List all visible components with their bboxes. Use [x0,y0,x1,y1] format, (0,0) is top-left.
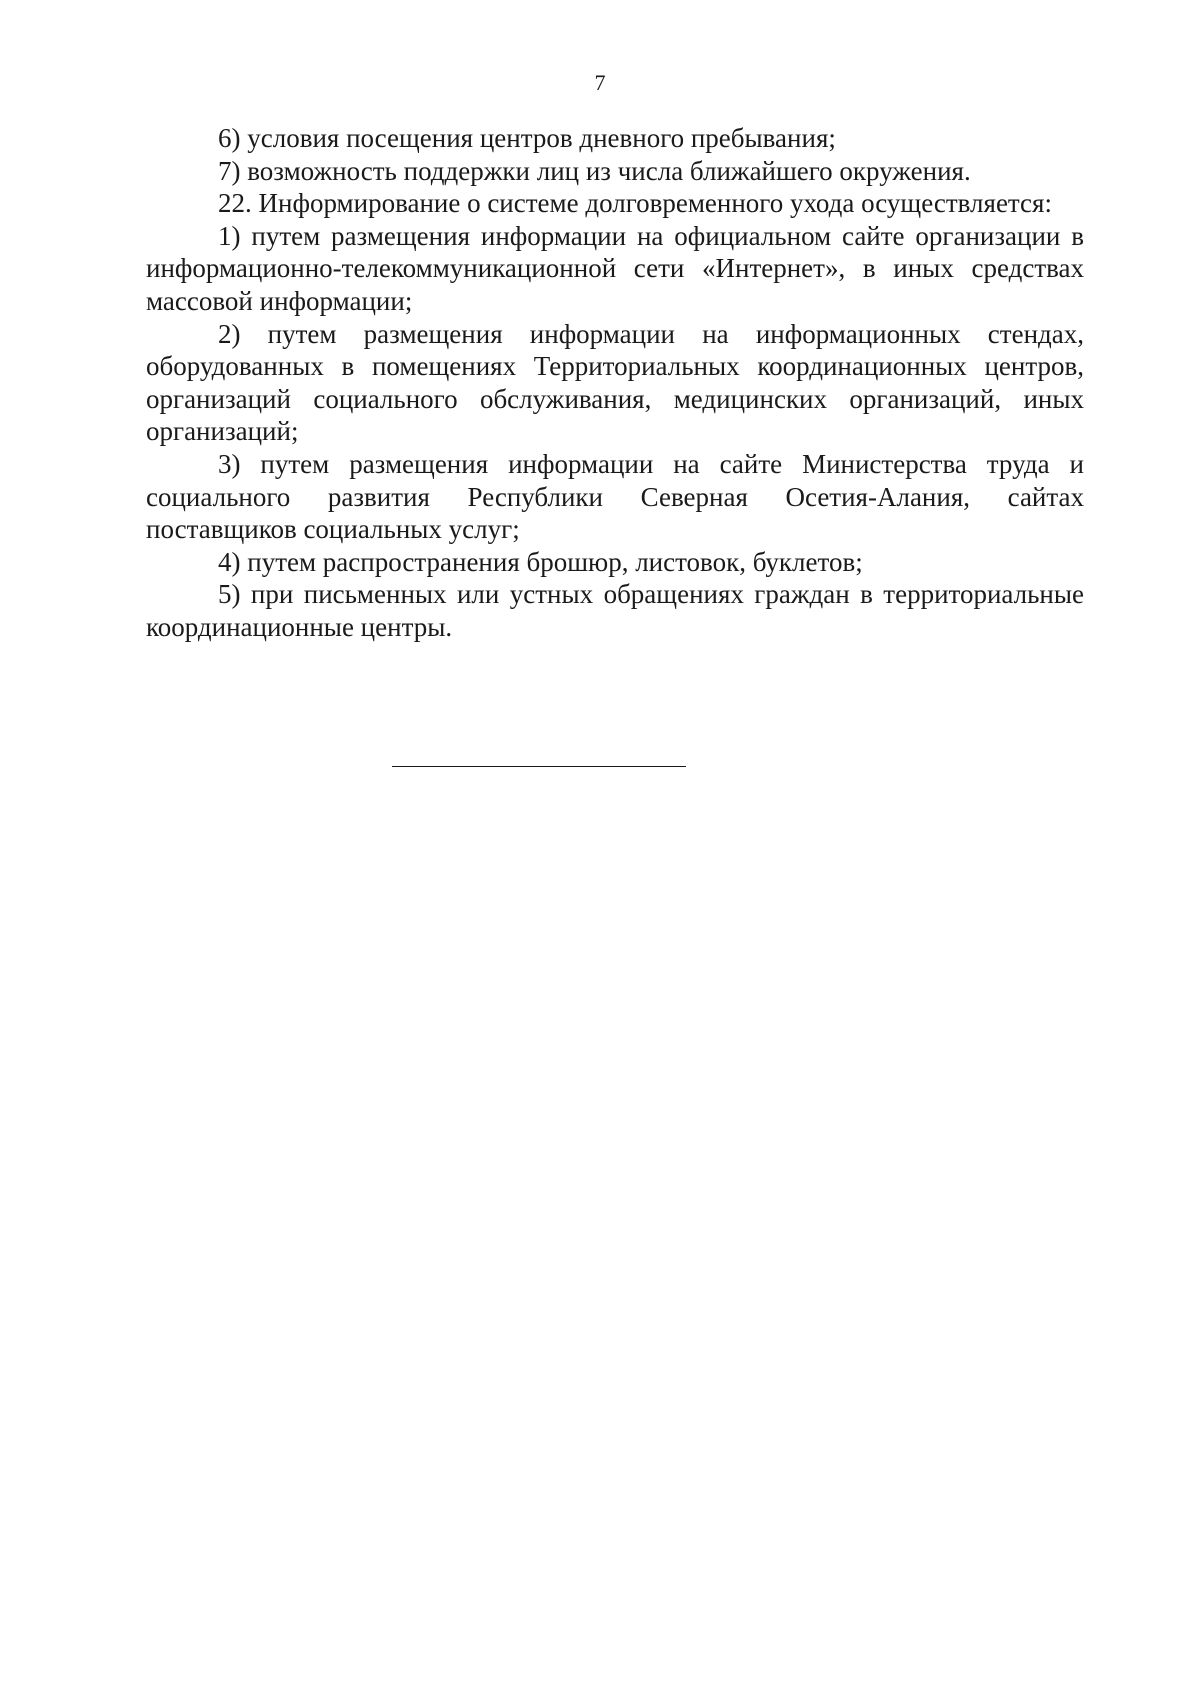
clause-22-informing: 22. Информирование о системе долговременного ухода осуществляется: [218,188,1052,219]
list-item-brochures: 4) путем распространения брошюр, листовок, буклетов; [218,546,863,577]
list-item-ministry-website: 3) путем размещения информации на сайте Министерства труда и социального развития Республики Северная Осетия-Алания, сайтах поставщиков социальных услуг; [146,448,1084,545]
list-item-information-stands: 2) путем размещения информации на информационных стендах, оборудованных в помещениях Территориальных координационных центров, организаций социального обслуживания, медицинских организаций, иных организаций; [146,318,1084,447]
page-number: 7 [594,70,606,95]
document-body [146,122,1084,644]
list-item-official-website: 1) путем размещения информации на официальном сайте организации в информационно-телекоммуникационной сети «Интернет», в иных средствах массовой информации; [146,220,1084,316]
list-item-support-close-persons: 7) возможность поддержки лиц из числа ближайшего окружения. [218,155,971,186]
end-of-document-rule [392,766,686,767]
list-item-conditions-day-centers: 6) условия посещения центров дневного пребывания; [218,123,836,153]
list-item-citizen-requests: 5) при письменных или устных обращениях граждан в территориальные координационные центры. [146,579,1084,642]
